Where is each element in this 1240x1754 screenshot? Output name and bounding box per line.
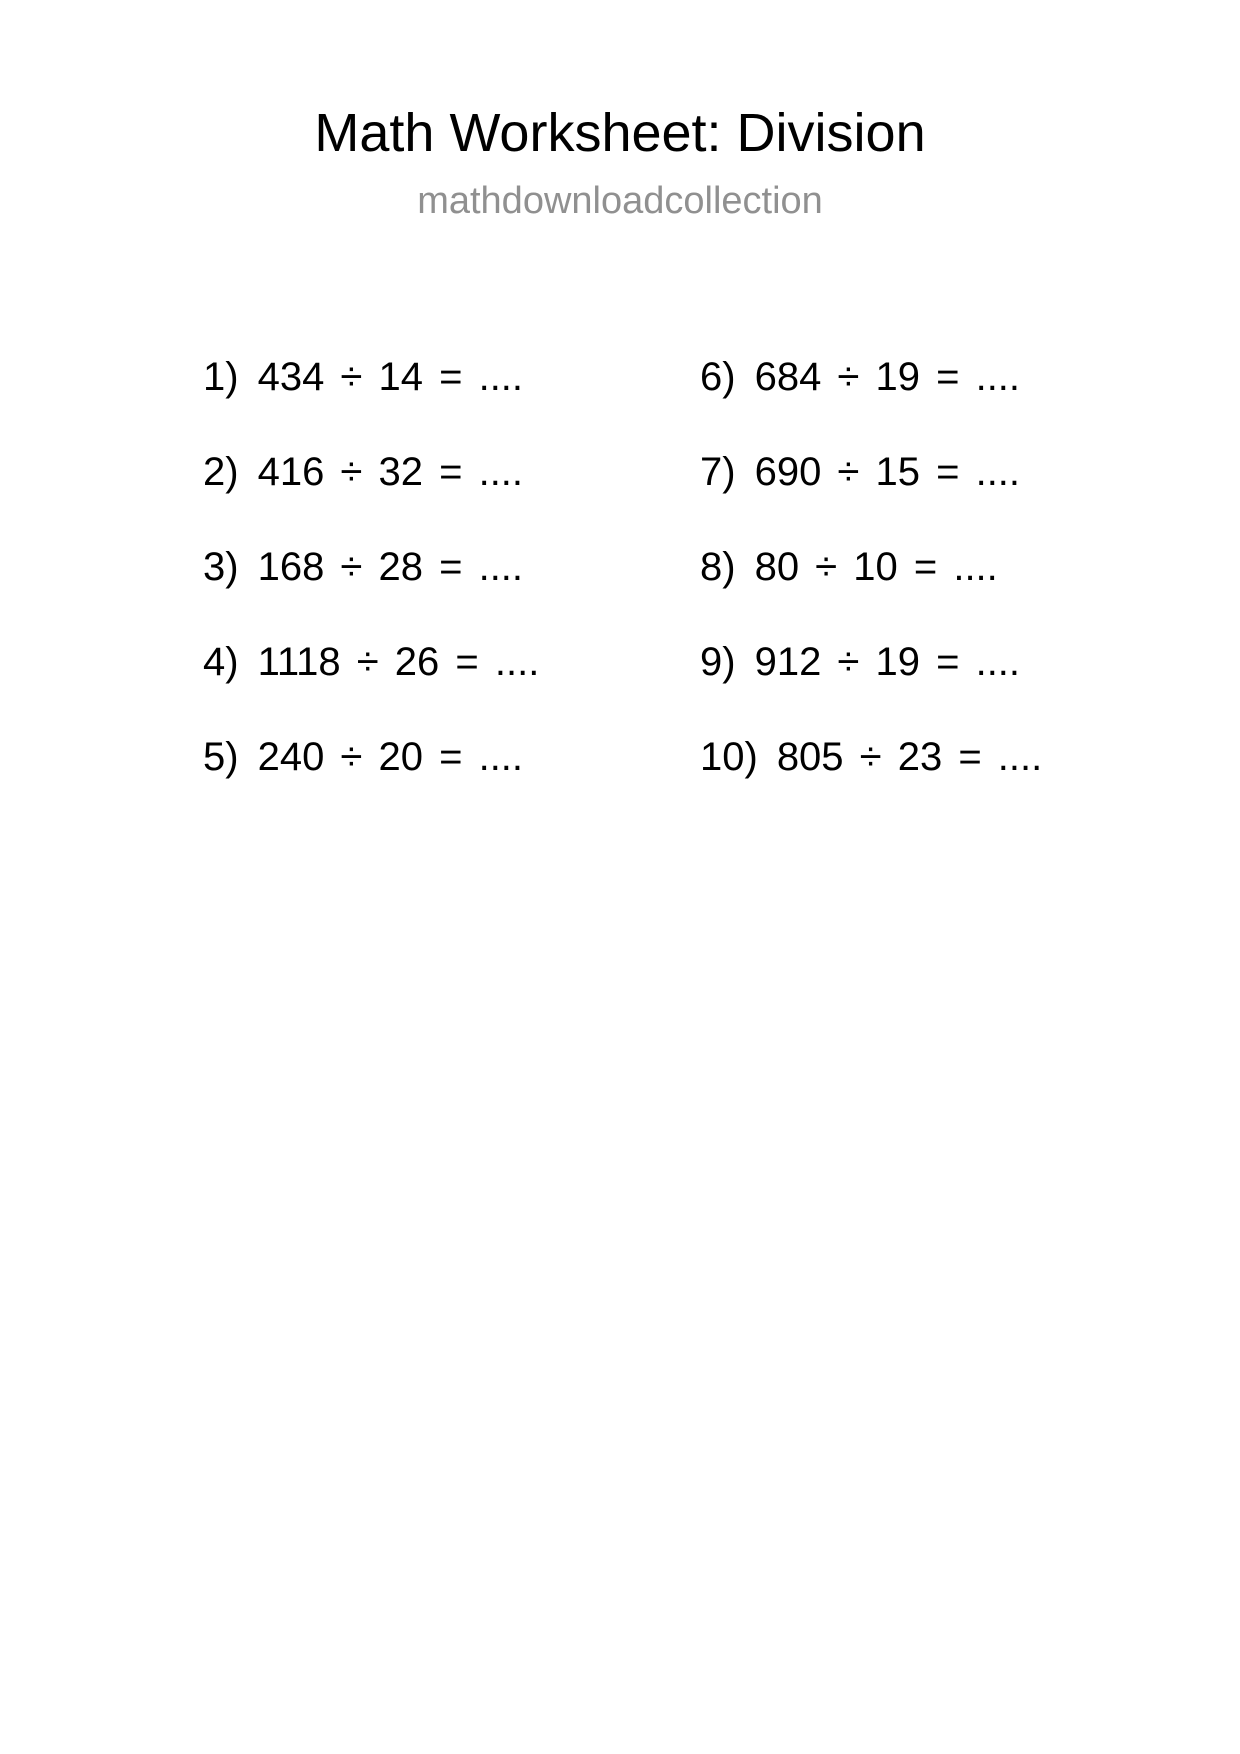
- problem-number: 6): [700, 354, 736, 399]
- problem-row: [0, 614, 1240, 709]
- problem-4: [203, 639, 700, 684]
- problem-number: 1): [203, 354, 239, 399]
- problem-row: [0, 709, 1240, 804]
- problem-7: [700, 449, 1240, 494]
- problem-number: 5): [203, 734, 239, 779]
- problem-6: [700, 354, 1240, 399]
- problem-expression: 80 ÷ 10 = ....: [754, 544, 998, 589]
- problem-expression: 805 ÷ 23 = ....: [776, 734, 1043, 779]
- problem-expression: 434 ÷ 14 = ....: [257, 354, 524, 399]
- problem-expression: 1118 ÷ 26 = ....: [257, 639, 540, 684]
- problem-number: 9): [700, 639, 736, 684]
- problem-9: [700, 639, 1240, 684]
- problem-expression: 416 ÷ 32 = ....: [257, 449, 524, 494]
- problem-number: 7): [700, 449, 736, 494]
- problem-5: [203, 734, 700, 779]
- problem-1: [203, 354, 700, 399]
- problem-8: [700, 544, 1240, 589]
- worksheet-subtitle: mathdownloadcollection: [417, 180, 823, 222]
- problem-expression: 684 ÷ 19 = ....: [754, 354, 1021, 399]
- problem-expression: 912 ÷ 19 = ....: [754, 639, 1021, 684]
- problem-2: [203, 449, 700, 494]
- problem-expression: 240 ÷ 20 = ....: [257, 734, 524, 779]
- problem-number: 10): [700, 734, 758, 779]
- worksheet-title: Math Worksheet: Division: [314, 103, 926, 163]
- problem-row: [0, 329, 1240, 424]
- problem-number: 3): [203, 544, 239, 589]
- problem-10: [700, 734, 1240, 779]
- problems-grid: [0, 329, 1240, 804]
- problem-row: [0, 519, 1240, 614]
- problem-3: [203, 544, 700, 589]
- problem-expression: 690 ÷ 15 = ....: [754, 449, 1021, 494]
- problem-row: [0, 424, 1240, 519]
- problem-number: 8): [700, 544, 736, 589]
- problem-expression: 168 ÷ 28 = ....: [257, 544, 524, 589]
- problem-number: 4): [203, 639, 239, 684]
- problem-number: 2): [203, 449, 239, 494]
